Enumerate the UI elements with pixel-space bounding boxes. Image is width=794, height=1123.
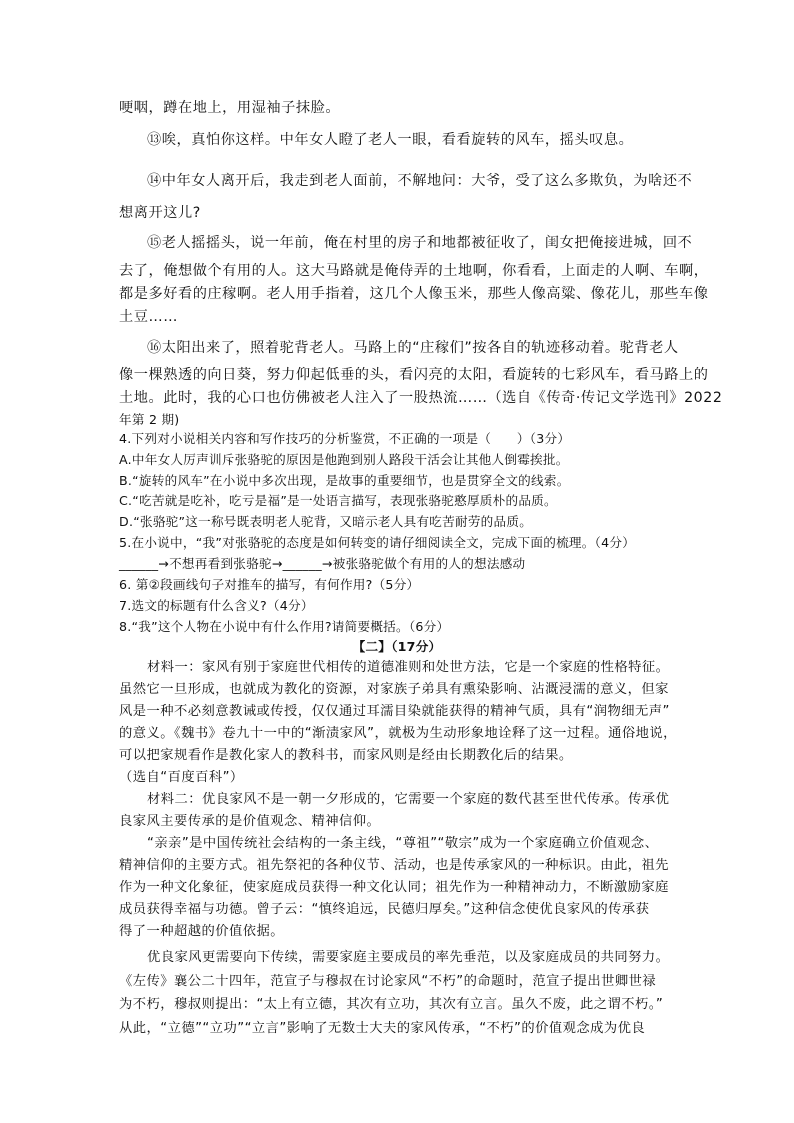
material2b-line5: 得了一种超越的价值依据。 [119,924,284,939]
material2b-line2: 精神信仰的主要方式。祖先祭祀的各种仪节、活动，也是传承家风的一种标识。由此，祖先 [119,858,669,873]
material1-line5: 可以把家规看作是教化家人的教科书，而家风则是经由长期教化后的结果。 [119,748,573,763]
material2c-line1: 优良家风更需要向下传续，需要家庭主要成员的率先垂范，以及家庭成员的共同努力。 [147,950,670,965]
material2b-line1: “亲亲”是中国传统社会结构的一条主线，“尊祖”“敬宗”成为一个家庭确立价值观念、 [147,836,659,851]
story-p14-line2: 想离开这儿? [119,205,201,221]
story-p12-tail: 哽咽，蹲在地上，用湿袖子抹脸。 [119,100,341,116]
material1-line4: 的意义。《魏书》卷九十一中的“渐渍家风”，就极为生动形象地诠释了这一过程。通俗地说， [119,726,677,741]
question-4: 4.下列对小说相关内容和写作技巧的分析鉴赏，不正确的一项是（ ）（3分） [119,431,571,446]
question-4-option-d: D.“张骆驼”这一称号既表明老人驼背，又暗示老人具有吃苦耐劳的品质。 [119,514,533,529]
section-heading [0,641,794,654]
material1-source: （选自“百度百科”） [119,770,244,785]
story-p15-line2: 去了，俺想做个有用的人。这大马路就是俺侍弄的土地啊，你看看，上面走的人啊、车啊， [119,263,709,279]
question-6: 6. 第②段画线句子对推车的描写，有何作用?（5分） [119,577,420,592]
question-4-option-b: B.“旋转的风车”在小说中多次出现，是故事的重要细节，也是贯穿全文的线索。 [119,473,570,488]
story-p16-line2: 像一棵熟透的向日葵，努力仰起低垂的头，看闪亮的太阳，看旋转的七彩风车，看马路上的 [119,367,709,383]
material2-line2: 良家风主要传承的是价值观念、精神信仰。 [119,814,381,829]
material1-line3: 风是一种不必刻意教诫或传授，仅仅通过耳濡目染就能获得的精神气质，具有“润物细无声” [119,704,670,719]
material2b-line3: 作为一种文化象征，使家庭成员获得一种文化认同；祖先作为一种精神动力，不断激励家庭 [119,880,669,895]
story-p15-line4: 土豆…… [119,309,178,325]
story-p13: ⑬唉，真怕你这样。中年女人瞪了老人一眼，看看旋转的风车，摇头叹息。 [147,132,634,148]
material2b-line4: 成员获得幸福与功德。曾子云：“慎终追远，民德归厚矣。”这种信念使优良家风的传承获 [119,902,650,917]
material2c-line4: 从此，“立德”“立功”“立言”影响了无数士大夫的家风传承，“不朽”的价值观念成为优良 [119,1021,646,1036]
question-5-flow: ______→不想再看到张骆驼→______→被张骆驼做个有用的人的想法感动 [119,556,526,571]
question-7: 7.选文的标题有什么含义?（4分） [119,598,314,613]
question-4-option-c: C.“吃苦就是吃补，吃亏是福”是一处语言描写，表现张骆驼憨厚质朴的品质。 [119,493,557,508]
story-p15-line1: ⑮老人摇摇头，说一年前，俺在村里的房子和地都被征收了，闺女把俺接进城，回不 [147,235,693,251]
material2c-line3: 为不朽，穆叔则提出：“太上有立德，其次有立功，其次有立言。虽久不废，此之谓不朽。” [119,997,664,1012]
story-p16-line4: 年第 2 期) [119,412,180,427]
story-p15-line3: 都是多好看的庄稼啊。老人用手指着，这几个人像玉米，那些人像高粱、像花儿，那些车像 [119,286,709,302]
question-4-option-a: A.中年女人厉声训斥张骆驼的原因是他跑到别人路段干活会让其他人倒霉挨批。 [119,452,569,467]
question-8: 8.“我”这个人物在小说中有什么作用?请简要概括。（6分） [119,619,450,634]
story-p16-line3: 土地。此时，我的心口也仿佛被老人注入了一股热流……（选自《传奇·传记文学选刊》2022 [119,390,723,406]
material2-line1: 材料二：优良家风不是一朝一夕形成的，它需要一个家庭的数代甚至世代传承。传承优 [147,792,670,807]
question-5: 5.在小说中，“我”对张骆驼的态度是如何转变的请仔细阅读全文，完成下面的梳理。（4分） [119,535,636,550]
material2c-line2: 《左传》襄公二十四年，范宣子与穆叔在讨论家风“不朽”的命题时，范宣子提出世卿世禄 [119,974,657,989]
story-p16-line1: ⑯太阳出来了，照着驼背老人。马路上的“庄稼们”按各自的轨迹移动着。驼背老人 [147,340,679,356]
story-p14-line1: ⑭中年女人离开后，我走到老人面前，不解地问：大爷，受了这么多欺负，为啥还不 [147,173,693,189]
material1-line2: 虽然它一旦形成，也就成为教化的资源，对家族子弟具有熏染影响、沾溉浸濡的意义，但家 [119,682,669,697]
material1-line1: 材料一：家风有别于家庭世代相传的道德准则和处世方法，它是一个家庭的性格特征。 [147,660,670,675]
section-heading-text: 【二】（17分） [352,639,442,654]
